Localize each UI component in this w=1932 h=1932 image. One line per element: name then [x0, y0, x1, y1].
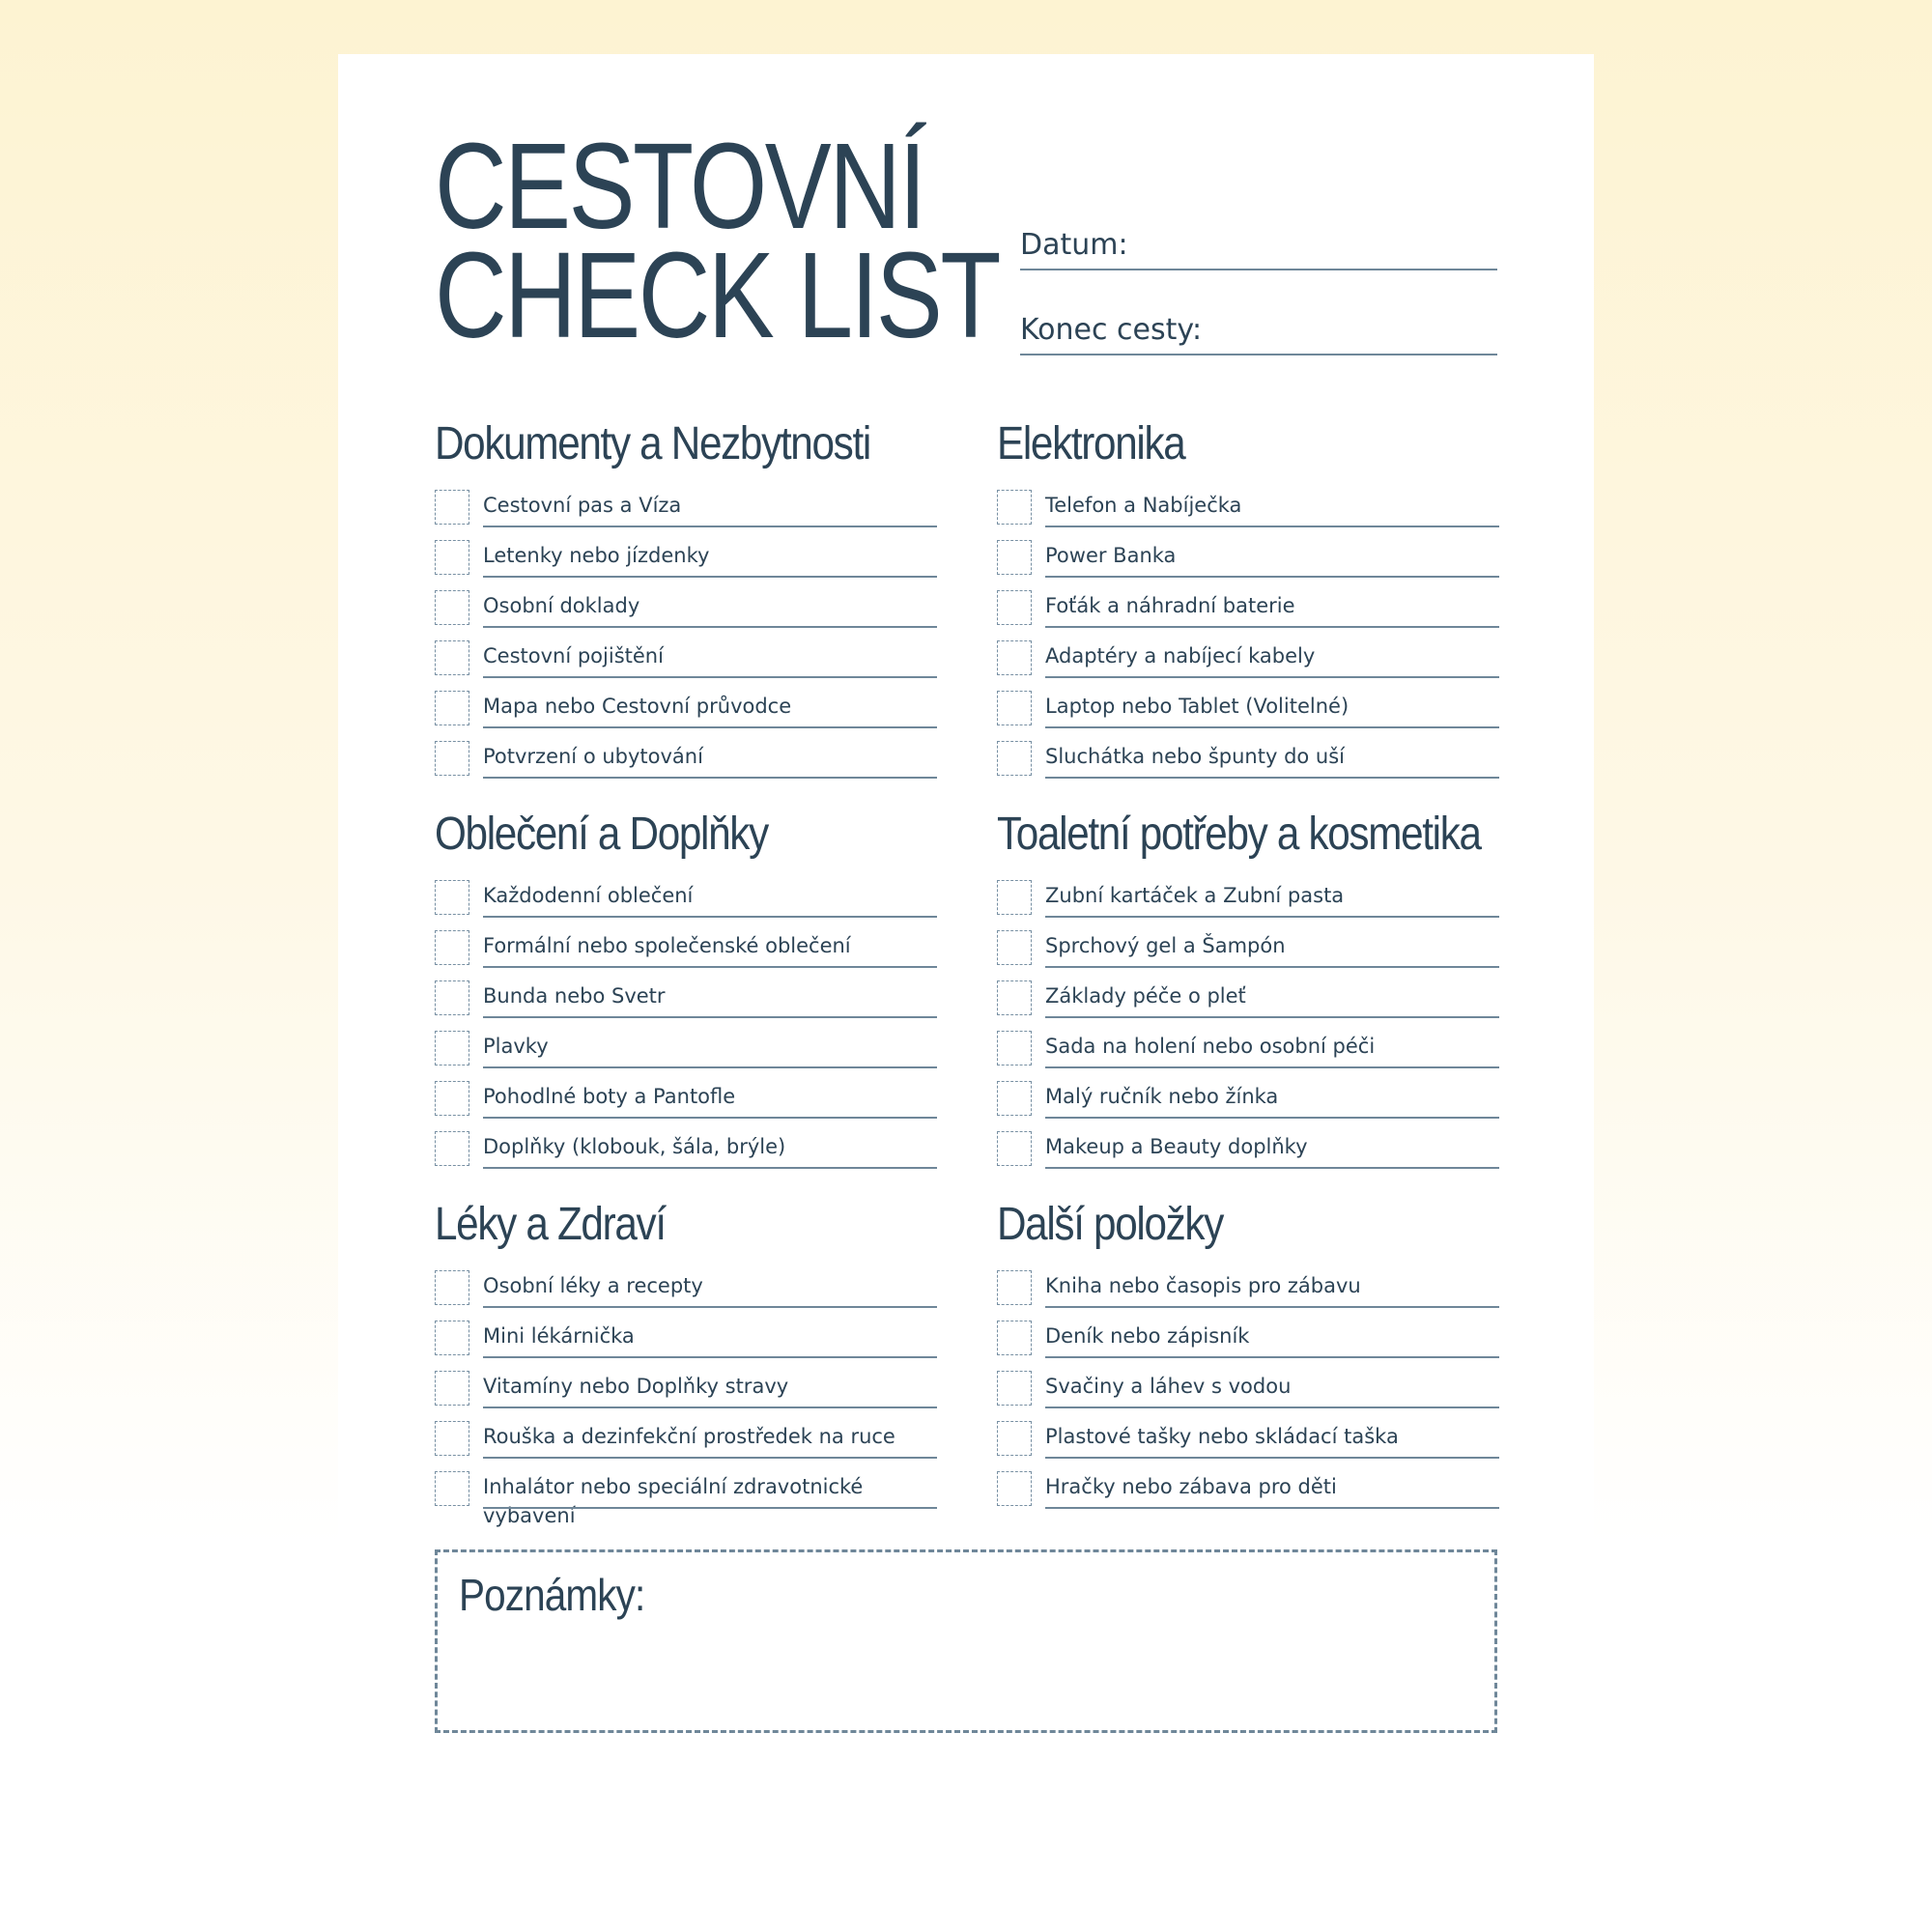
checklist-item[interactable] [997, 1028, 1499, 1078]
section-clothing [435, 804, 937, 1179]
checkbox[interactable] [435, 930, 469, 965]
checkbox[interactable] [435, 590, 469, 625]
item-label: Osobní doklady [483, 594, 640, 617]
item-label: Pohodlné boty a Pantofle [483, 1085, 736, 1108]
item-rule [1045, 777, 1499, 779]
checklist-item[interactable] [435, 537, 937, 587]
checkbox[interactable] [997, 741, 1032, 776]
item-rule [1045, 1066, 1499, 1068]
section-electronics [997, 413, 1499, 788]
checklist-item[interactable] [435, 1418, 937, 1468]
checkbox[interactable] [997, 1471, 1032, 1506]
item-rule [1045, 1117, 1499, 1119]
checklist-item[interactable] [435, 638, 937, 688]
checkbox[interactable] [435, 1421, 469, 1456]
checklist-item[interactable] [997, 487, 1499, 537]
item-label: Laptop nebo Tablet (Volitelné) [1045, 695, 1350, 718]
item-label: Mapa nebo Cestovní průvodce [483, 695, 792, 718]
item-rule [483, 1016, 937, 1018]
item-rule [1045, 1457, 1499, 1459]
item-label: Foťák a náhradní baterie [1045, 594, 1295, 617]
section-toiletries [997, 804, 1499, 1179]
checklist-item[interactable] [997, 1418, 1499, 1468]
checkbox[interactable] [435, 880, 469, 915]
item-rule [483, 1167, 937, 1169]
checklist-item[interactable] [997, 587, 1499, 638]
item-rule [483, 1066, 937, 1068]
item-rule [483, 626, 937, 628]
date-field[interactable]: Datum: [1020, 226, 1497, 270]
item-rule [1045, 1306, 1499, 1308]
item-rule [483, 1117, 937, 1119]
checkbox[interactable] [435, 741, 469, 776]
checkbox[interactable] [435, 540, 469, 575]
checklist-item[interactable] [997, 1368, 1499, 1418]
item-rule [1045, 1356, 1499, 1358]
item-label: Každodenní oblečení [483, 884, 694, 907]
checkbox[interactable] [997, 691, 1032, 725]
checklist-item[interactable] [997, 927, 1499, 978]
checkbox[interactable] [997, 930, 1032, 965]
item-label: Adaptéry a nabíjecí kabely [1045, 644, 1316, 668]
checkbox[interactable] [435, 691, 469, 725]
item-label: Zubní kartáček a Zubní pasta [1045, 884, 1345, 907]
checkbox[interactable] [997, 1270, 1032, 1305]
item-label: Doplňky (klobouk, šála, brýle) [483, 1135, 786, 1158]
item-label: Letenky nebo jízdenky [483, 544, 710, 567]
item-label: Inhalátor nebo speciální zdravotnické vybavení [483, 1475, 864, 1527]
item-rule [1045, 626, 1499, 628]
checkbox[interactable] [435, 1081, 469, 1116]
checklist-item[interactable] [997, 1468, 1499, 1519]
item-label: Sprchový gel a Šampón [1045, 934, 1286, 957]
checklist-sheet [338, 54, 1594, 1932]
item-label: Formální nebo společenské oblečení [483, 934, 851, 957]
section-documents [435, 413, 937, 788]
item-label: Kniha nebo časopis pro zábavu [1045, 1274, 1361, 1297]
checklist-item[interactable] [997, 1128, 1499, 1179]
item-label: Cestovní pojištění [483, 644, 664, 668]
checklist-item[interactable] [435, 738, 937, 788]
checkbox[interactable] [435, 1321, 469, 1355]
item-rule [483, 676, 937, 678]
checklist-item[interactable] [435, 688, 937, 738]
checkbox[interactable] [997, 980, 1032, 1015]
checklist-item[interactable] [435, 978, 937, 1028]
title-line-1: CESTOVNÍ [435, 118, 924, 254]
checklist-item[interactable] [997, 1078, 1499, 1128]
section-heading: Toaletní potřeby a kosmetika [997, 809, 1481, 860]
item-label: Cestovní pas a Víza [483, 494, 682, 517]
checkbox[interactable] [997, 640, 1032, 675]
checkbox[interactable] [435, 1131, 469, 1166]
checklist-item[interactable] [435, 1078, 937, 1128]
item-rule [1045, 1167, 1499, 1169]
checkbox[interactable] [997, 1031, 1032, 1065]
item-rule [483, 1507, 937, 1509]
checklist-item[interactable] [435, 1468, 937, 1527]
item-rule [483, 777, 937, 779]
section-heading: Elektronika [997, 418, 1185, 469]
checkbox[interactable] [997, 1321, 1032, 1355]
item-label: Osobní léky a recepty [483, 1274, 703, 1297]
item-rule [1045, 676, 1499, 678]
notes-box[interactable] [435, 1549, 1497, 1733]
item-rule [1045, 576, 1499, 578]
item-rule [1045, 526, 1499, 527]
checklist-item[interactable] [435, 487, 937, 537]
checkbox[interactable] [997, 1421, 1032, 1456]
checklist-item[interactable] [435, 1368, 937, 1418]
checkbox[interactable] [435, 1471, 469, 1506]
item-rule [483, 526, 937, 527]
checkbox[interactable] [435, 1031, 469, 1065]
item-label: Sada na holení nebo osobní péči [1045, 1035, 1376, 1058]
checklist-item[interactable] [435, 587, 937, 638]
item-rule [483, 1406, 937, 1408]
item-rule [483, 1356, 937, 1358]
checkbox[interactable] [435, 490, 469, 525]
checkbox[interactable] [435, 640, 469, 675]
item-rule [1045, 1406, 1499, 1408]
item-label: Základy péče o pleť [1045, 984, 1246, 1008]
checkbox[interactable] [997, 590, 1032, 625]
title-line-2: CHECK LIST [435, 227, 999, 363]
checkbox[interactable] [435, 1371, 469, 1406]
item-label: Potvrzení o ubytování [483, 745, 703, 768]
page-title [435, 118, 999, 363]
checkbox[interactable] [435, 980, 469, 1015]
checklist-item[interactable] [435, 1028, 937, 1078]
item-rule [1045, 1507, 1499, 1509]
checkbox[interactable] [997, 1131, 1032, 1166]
item-label: Svačiny a láhev s vodou [1045, 1375, 1292, 1398]
section-heading: Oblečení a Doplňky [435, 809, 768, 860]
item-label: Vitamíny nebo Doplňky stravy [483, 1375, 789, 1398]
item-rule [483, 726, 937, 728]
item-label: Hračky nebo zábava pro děti [1045, 1475, 1337, 1498]
item-rule [1045, 916, 1499, 918]
checkbox[interactable] [997, 490, 1032, 525]
notes-label: Poznámky: [459, 1570, 645, 1620]
item-rule [483, 1457, 937, 1459]
item-rule [483, 1306, 937, 1308]
item-rule [483, 966, 937, 968]
section-other-items [997, 1194, 1499, 1519]
item-label: Makeup a Beauty doplňky [1045, 1135, 1308, 1158]
checkbox[interactable] [435, 1270, 469, 1305]
item-rule [1045, 966, 1499, 968]
checklist-item[interactable] [435, 927, 937, 978]
section-heading: Léky a Zdraví [435, 1199, 666, 1250]
checklist-item[interactable] [435, 1128, 937, 1179]
item-label: Plastové tašky nebo skládací taška [1045, 1425, 1399, 1448]
checklist-item[interactable] [997, 688, 1499, 738]
item-label: Deník nebo zápisník [1045, 1324, 1250, 1348]
item-rule [483, 916, 937, 918]
section-heading: Dokumenty a Nezbytnosti [435, 418, 870, 469]
section-heading: Další položky [997, 1199, 1224, 1250]
item-label: Telefon a Nabíječka [1045, 494, 1242, 517]
item-rule [1045, 1016, 1499, 1018]
item-rule [1045, 726, 1499, 728]
checklist-item[interactable] [435, 1318, 937, 1368]
item-rule [483, 576, 937, 578]
checklist-item[interactable] [997, 1267, 1499, 1318]
checklist-item[interactable] [997, 537, 1499, 587]
checkbox[interactable] [997, 1371, 1032, 1406]
item-label: Malý ručník nebo žínka [1045, 1085, 1279, 1108]
item-label: Mini lékárnička [483, 1324, 635, 1348]
item-label: Sluchátka nebo špunty do uší [1045, 745, 1346, 768]
item-label: Rouška a dezinfekční prostředek na ruce [483, 1425, 895, 1448]
checklist-item[interactable] [997, 978, 1499, 1028]
checkbox[interactable] [997, 540, 1032, 575]
checklist-item[interactable] [435, 877, 937, 927]
item-label: Plavky [483, 1035, 549, 1058]
checklist-item[interactable] [997, 738, 1499, 788]
checkbox[interactable] [997, 880, 1032, 915]
item-label: Bunda nebo Svetr [483, 984, 666, 1008]
section-health [435, 1194, 937, 1527]
checkbox[interactable] [997, 1081, 1032, 1116]
checklist-item[interactable] [435, 1267, 937, 1318]
checklist-item[interactable] [997, 877, 1499, 927]
checklist-item[interactable] [997, 1318, 1499, 1368]
trip-end-field[interactable]: Konec cesty: [1020, 311, 1497, 355]
checklist-item[interactable] [997, 638, 1499, 688]
item-label: Power Banka [1045, 544, 1177, 567]
